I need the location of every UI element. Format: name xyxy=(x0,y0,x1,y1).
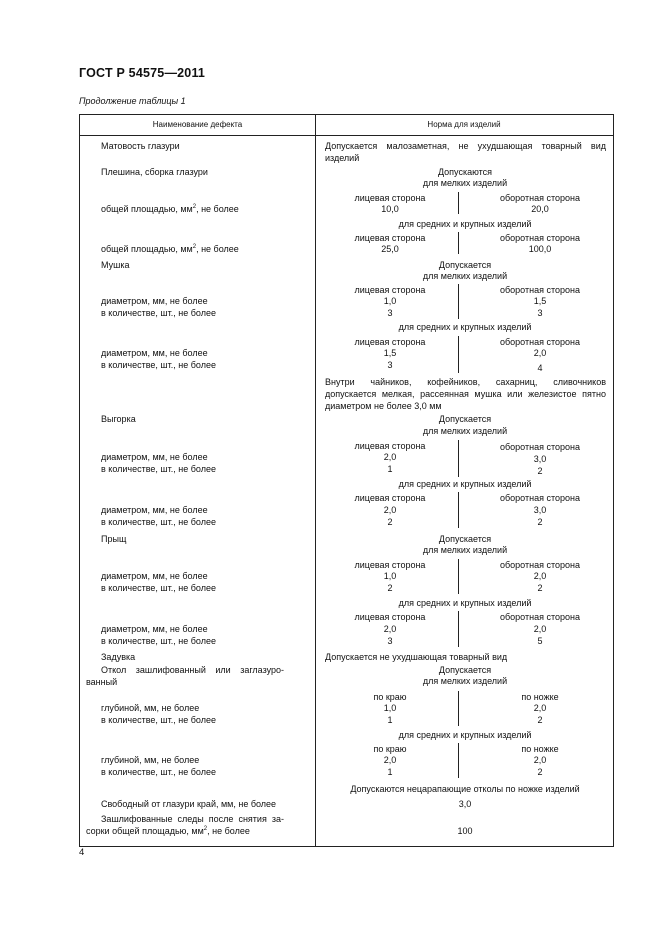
prysch-large-diameter-label: диаметром, мм, не более xyxy=(101,624,208,634)
mushka-note: Внутри чайников, кофейников, сахарниц, сливочников допускается мелкая, рассеянная мушка или железистое пятно диаметром не более 3,0 мм xyxy=(325,377,606,411)
otkol-small-foot-quantity: 2 xyxy=(537,715,543,725)
vygorka-allowed: Допускается xyxy=(438,414,492,424)
defect-name-pleshina: Плешина, сборка глазури xyxy=(101,167,208,177)
mushka-small-quantity-label: в количестве, шт., не более xyxy=(101,308,216,318)
defect-name-otkol: Откол зашлифованный или заглазуро- xyxy=(101,665,284,675)
mushka-large-face-quantity: 3 xyxy=(387,360,393,370)
otkol-small-label: для мелких изделий xyxy=(422,676,508,686)
pleshina-large-back-value: 100,0 xyxy=(528,244,552,254)
vygorka-small-diameter-label: диаметром, мм, не более xyxy=(101,452,208,462)
pleshina-large-back-header: оборотная сторона xyxy=(500,233,580,243)
zashlif-value: 100 xyxy=(457,826,473,836)
pleshina-small-face-value: 10,0 xyxy=(381,204,399,214)
otkol-small-divider xyxy=(458,691,459,726)
otkol-allowed: Допускается xyxy=(438,665,492,675)
otkol-small-edge-quantity: 1 xyxy=(387,715,393,725)
vygorka-large-back-diameter: 3,0 xyxy=(533,505,547,515)
vygorka-small-back-diameter: 3,0 xyxy=(533,454,547,464)
mushka-small-face-diameter: 1,0 xyxy=(383,296,397,306)
prysch-small-face-header: лицевая сторона xyxy=(354,560,426,570)
prysch-small-quantity-label: в количестве, шт., не более xyxy=(101,583,216,593)
defect-name-svobodny: Свободный от глазури край, мм, не более xyxy=(101,799,277,809)
vygorka-large-divider xyxy=(458,492,459,528)
otkol-note: Допускаются нецарапающие отколы по ножке изделий xyxy=(350,784,580,794)
column-header-defect: Наименование дефекта xyxy=(152,120,243,129)
vygorka-small-quantity-label: в количестве, шт., не более xyxy=(101,464,216,474)
pleshina-small-divider xyxy=(458,192,459,214)
defect-name-zashlif-cont: сорки общей площадью, $мм^2$, не более xyxy=(86,826,250,836)
vygorka-small-face-quantity: 1 xyxy=(387,464,393,474)
defect-name-mushka: Мушка xyxy=(101,260,130,270)
vygorka-large-label: для средних и крупных изделий xyxy=(398,479,532,489)
header-separator xyxy=(80,135,613,136)
mushka-large-divider xyxy=(458,336,459,373)
otkol-small-quantity-label: в количестве, шт., не более xyxy=(101,715,216,725)
page-number: 4 xyxy=(79,847,85,858)
prysch-large-back-header: оборотная сторона xyxy=(500,612,580,622)
defect-name-otkol-cont: ванный xyxy=(86,677,118,687)
prysch-large-back-quantity: 5 xyxy=(537,636,543,646)
defects-table xyxy=(79,114,614,847)
prysch-small-diameter-label: диаметром, мм, не более xyxy=(101,571,208,581)
prysch-small-label: для мелких изделий xyxy=(422,545,508,555)
mushka-large-back-quantity: 4 xyxy=(537,363,543,373)
otkol-small-edge-depth: 1,0 xyxy=(383,703,397,713)
norm-zaduvka: Допускается не ухудшающая товарный вид xyxy=(325,652,508,662)
mushka-small-label: для мелких изделий xyxy=(422,271,508,281)
mushka-large-label: для средних и крупных изделий xyxy=(398,322,532,332)
otkol-large-foot-header: по ножке xyxy=(521,744,559,754)
vygorka-small-back-quantity: 2 xyxy=(537,466,543,476)
pleshina-small-label: для мелких изделий xyxy=(422,178,508,188)
prysch-small-back-diameter: 2,0 xyxy=(533,571,547,581)
mushka-large-diameter-label: диаметром, мм, не более xyxy=(101,348,208,358)
otkol-large-edge-header: по краю xyxy=(373,744,407,754)
defect-name-matovost: Матовость глазури xyxy=(101,141,180,151)
prysch-large-face-diameter: 2,0 xyxy=(383,624,397,634)
prysch-small-face-quantity: 2 xyxy=(387,583,393,593)
mushka-small-back-header: оборотная сторона xyxy=(500,285,580,295)
mushka-large-face-header: лицевая сторона xyxy=(354,337,426,347)
norm-matovost: Допускается малозаметная, не ухудшающая товарный вид изделий xyxy=(325,141,606,163)
otkol-large-edge-depth: 2,0 xyxy=(383,755,397,765)
mushka-allowed: Допускается xyxy=(438,260,492,270)
prysch-large-face-quantity: 3 xyxy=(387,636,393,646)
vygorka-large-diameter-label: диаметром, мм, не более xyxy=(101,505,208,515)
prysch-large-quantity-label: в количестве, шт., не более xyxy=(101,636,216,646)
prysch-large-divider xyxy=(458,611,459,647)
pleshina-large-label: для средних и крупных изделий xyxy=(398,219,532,229)
prysch-large-label: для средних и крупных изделий xyxy=(398,598,532,608)
prysch-small-face-diameter: 1,0 xyxy=(383,571,397,581)
mushka-large-quantity-label: в количестве, шт., не более xyxy=(101,360,216,370)
pleshina-large-face-value: 25,0 xyxy=(381,244,399,254)
vygorka-large-back-quantity: 2 xyxy=(537,517,543,527)
pleshina-small-back-header: оборотная сторона xyxy=(500,193,580,203)
svobodny-value: 3,0 xyxy=(458,799,472,809)
vygorka-large-face-header: лицевая сторона xyxy=(354,493,426,503)
table-continuation-caption: Продолжение таблицы 1 xyxy=(79,96,186,106)
defect-name-vygorka: Выгорка xyxy=(101,414,136,424)
prysch-large-face-header: лицевая сторона xyxy=(354,612,426,622)
otkol-large-foot-quantity: 2 xyxy=(537,767,543,777)
otkol-large-edge-quantity: 1 xyxy=(387,767,393,777)
prysch-large-back-diameter: 2,0 xyxy=(533,624,547,634)
pleshina-small-back-value: 20,0 xyxy=(531,204,549,214)
otkol-large-quantity-label: в количестве, шт., не более xyxy=(101,767,216,777)
column-header-norm: Норма для изделий xyxy=(427,120,501,129)
mushka-small-divider xyxy=(458,284,459,319)
vygorka-large-back-header: оборотная сторона xyxy=(500,493,580,503)
otkol-large-depth-label: глубиной, мм, не более xyxy=(101,755,200,765)
pleshina-large-face-header: лицевая сторона xyxy=(354,233,426,243)
mushka-large-back-diameter: 2,0 xyxy=(533,348,547,358)
pleshina-area-label-small: общей площадью, $мм^2$, не более xyxy=(101,204,239,214)
document-title: ГОСТ Р 54575—2011 xyxy=(79,66,206,80)
vygorka-large-face-quantity: 2 xyxy=(387,517,393,527)
prysch-small-back-quantity: 2 xyxy=(537,583,543,593)
mushka-large-back-header: оборотная сторона xyxy=(500,337,580,347)
pleshina-large-divider xyxy=(458,232,459,254)
mushka-small-diameter-label: диаметром, мм, не более xyxy=(101,296,208,306)
vygorka-small-divider xyxy=(458,440,459,477)
mushka-small-back-quantity: 3 xyxy=(537,308,543,318)
mushka-large-face-diameter: 1,5 xyxy=(383,348,397,358)
otkol-large-label: для средних и крупных изделий xyxy=(398,730,532,740)
defect-name-prysch: Прыщ xyxy=(101,534,127,544)
prysch-small-divider xyxy=(458,559,459,594)
otkol-large-foot-depth: 2,0 xyxy=(533,755,547,765)
pleshina-small-face-header: лицевая сторона xyxy=(354,193,426,203)
defect-name-zaduvka: Задувка xyxy=(101,652,136,662)
defect-name-zashlif: Зашлифованные следы после снятия за- xyxy=(101,814,284,824)
prysch-small-back-header: оборотная сторона xyxy=(500,560,580,570)
mushka-small-face-header: лицевая сторона xyxy=(354,285,426,295)
vygorka-large-quantity-label: в количестве, шт., не более xyxy=(101,517,216,527)
otkol-small-depth-label: глубиной, мм, не более xyxy=(101,703,200,713)
vygorka-small-back-header: оборотная сторона xyxy=(500,442,580,452)
pleshina-area-label-large: общей площадью, $мм^2$, не более xyxy=(101,244,239,254)
otkol-small-foot-depth: 2,0 xyxy=(533,703,547,713)
otkol-small-edge-header: по краю xyxy=(373,692,407,702)
vygorka-small-face-header: лицевая сторона xyxy=(354,441,426,451)
vygorka-small-label: для мелких изделий xyxy=(422,426,508,436)
mushka-small-back-diameter: 1,5 xyxy=(533,296,547,306)
mushka-small-face-quantity: 3 xyxy=(387,308,393,318)
otkol-large-divider xyxy=(458,743,459,778)
vygorka-small-face-diameter: 2,0 xyxy=(383,452,397,462)
prysch-allowed: Допускается xyxy=(438,534,492,544)
vygorka-large-face-diameter: 2,0 xyxy=(383,505,397,515)
pleshina-allowed: Допускаются xyxy=(437,167,493,177)
otkol-small-foot-header: по ножке xyxy=(521,692,559,702)
